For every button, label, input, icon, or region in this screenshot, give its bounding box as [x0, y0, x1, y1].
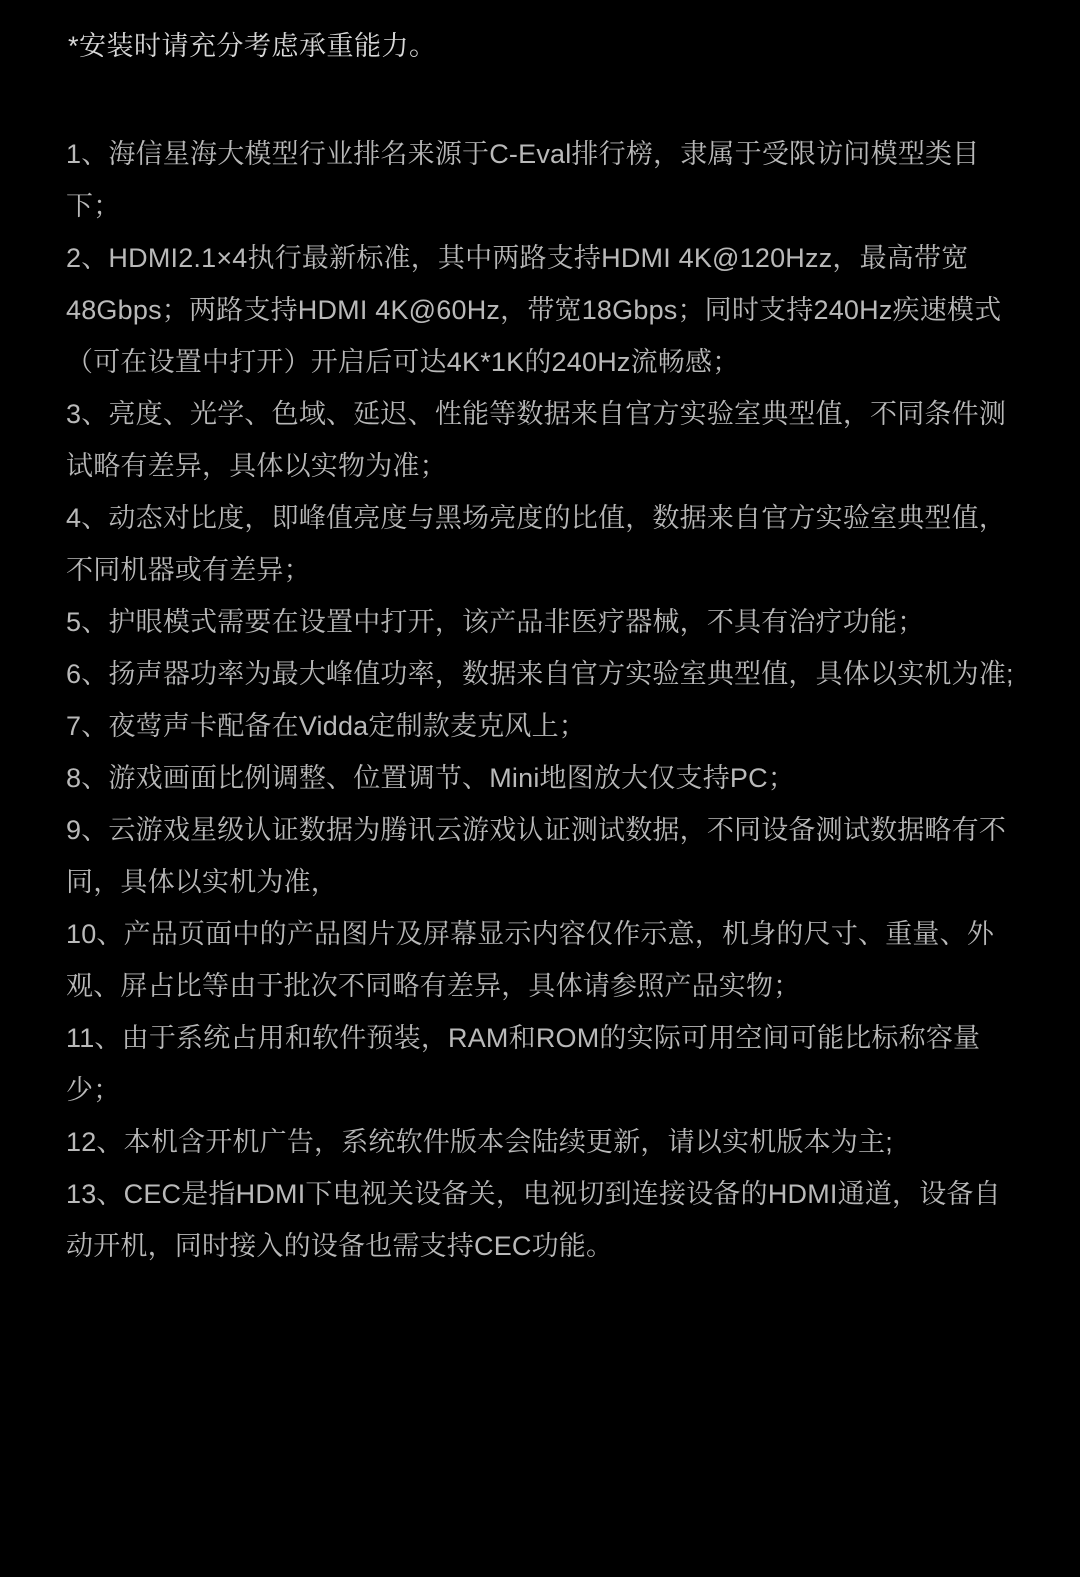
- footnote-list: [66, 128, 1016, 1272]
- footnote-item: 6、扬声器功率为最大峰值功率，数据来自官方实验室典型值，具体以实机为准;: [66, 659, 1014, 689]
- footnote-item: 7、夜莺声卡配备在Vidda定制款麦克风上；: [66, 711, 586, 741]
- installation-warning-note: *安装时请充分考虑承重能力。: [68, 31, 437, 61]
- footnote-item: 13、CEC是指HDMI下电视关设备关，电视切到连接设备的HDMI通道，设备自动开机，同时接入的设备也需支持CEC功能。: [66, 1179, 1001, 1261]
- footnote-item: 3、亮度、光学、色域、延迟、性能等数据来自官方实验室典型值，不同条件测试略有差异，具体以实物为准；: [66, 399, 1007, 481]
- footnote-item: 10、产品页面中的产品图片及屏幕显示内容仅作示意，机身的尺寸、重量、外观、屏占比等由于批次不同略有差异，具体请参照产品实物；: [66, 919, 995, 1001]
- footnote-item: 9、云游戏星级认证数据为腾讯云游戏认证测试数据，不同设备测试数据略有不同，具体以实机为准，: [66, 815, 1007, 897]
- footnote-item: 5、护眼模式需要在设置中打开，该产品非医疗器械，不具有治疗功能；: [66, 607, 925, 637]
- footnote-item: 12、本机含开机广告，系统软件版本会陆续更新，请以实机版本为主;: [66, 1127, 893, 1157]
- footnote-item: 11、由于系统占用和软件预装，RAM和ROM的实际可用空间可能比标称容量少；: [66, 1023, 981, 1105]
- footnote-item: 1、海信星海大模型行业排名来源于C-Eval排行榜，隶属于受限访问模型类目下；: [66, 139, 980, 221]
- footnote-item: 2、HDMI2.1×4执行最新标准，其中两路支持HDMI 4K@120Hzz，最高带宽48Gbps；两路支持HDMI 4K@60Hz，带宽18Gbps；同时支持240Hz疾速模式（可在设置中打开）开启后可达4K*1K的240Hz流畅感；: [66, 243, 1002, 377]
- footnote-item: 8、游戏画面比例调整、位置调节、Mini地图放大仅支持PC；: [66, 763, 796, 793]
- footnote-item: 4、动态对比度，即峰值亮度与黑场亮度的比值，数据来自官方实验室典型值，不同机器或有差异；: [66, 503, 1007, 585]
